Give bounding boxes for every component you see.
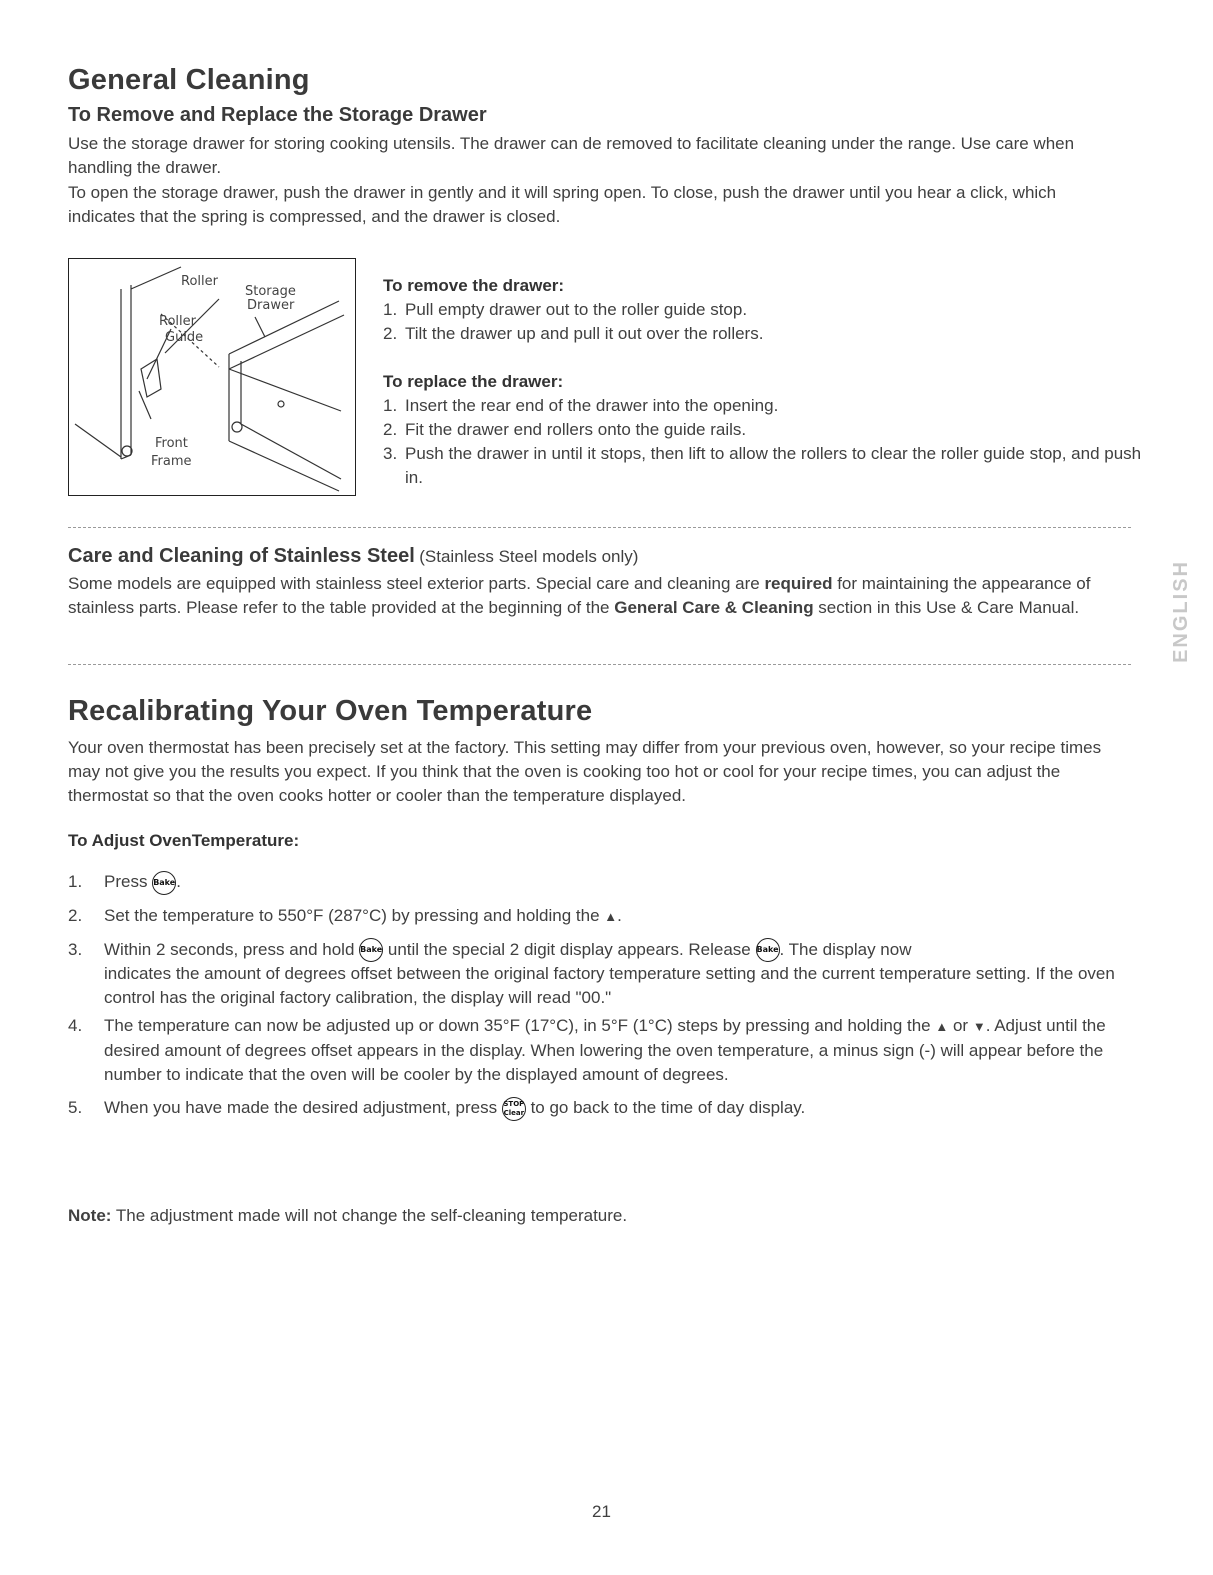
list-item: 5. When you have made the desired adjustment, press STOP Clear to go back to the time of day display. [68, 1096, 1130, 1121]
up-arrow-icon: ▲ [604, 908, 618, 924]
label-drawer: Drawer [247, 298, 295, 313]
drawer-heading: To Remove and Replace the Storage Drawer [68, 104, 487, 126]
label-front: Front [155, 436, 188, 451]
required-emphasis: required [764, 574, 833, 593]
replace-steps-list [383, 394, 1143, 490]
stainless-paragraph: Some models are equipped with stainless steel exterior parts. Special care and cleaning are required for maintaining the appearance of stainless parts. Please refer to the table provided at the beginning of the General Care & Cleaning section in this Use & Care Manual. [68, 574, 1091, 617]
general-care-reference: General Care & Cleaning [614, 598, 814, 617]
stop-clear-button-icon: STOP Clear [502, 1097, 526, 1121]
list-item: 4. The temperature can now be adjusted up or down 35°F (17°C), in 5°F (1°C) steps by pressing and holding the ▲ or ▼. Adjust until the desired amount of degrees offset appears in the display. When lowering the oven temperature, a minus sign (-) will appear before the number to indicate that the oven will be cooler by the displayed amount of degrees. [68, 1016, 1106, 1085]
stainless-heading: Care and Cleaning of Stainless Steel [68, 545, 415, 567]
list-item: 1. Press Bake. [68, 870, 1130, 895]
label-frame: Frame [151, 454, 192, 469]
drawer-intro-paragraph: Use the storage drawer for storing cooking utensils. The drawer can de removed to facilitate cleaning under the range. Use care when handling the drawer. [68, 134, 1075, 177]
page-number: 21 [592, 1502, 611, 1521]
page-title: General Cleaning [68, 64, 310, 96]
up-arrow-icon: ▲ [935, 1019, 949, 1035]
stainless-heading-note: (Stainless Steel models only) [419, 547, 639, 566]
stainless-heading-line [68, 545, 638, 569]
down-arrow-icon: ▼ [972, 1019, 986, 1035]
drawer-illustration [69, 259, 355, 495]
label-roller-guide-2: Guide [165, 330, 204, 345]
note [68, 1204, 627, 1228]
list-item: 2. Tilt the drawer up and pull it out over the rollers. [383, 324, 764, 343]
list-item: 2. Set the temperature to 550°F (287°C) by pressing and holding the ▲. [68, 905, 622, 925]
recalibrate-title: Recalibrating Your Oven Temperature [68, 695, 593, 727]
recalibrate-paragraph: Your oven thermostat has been precisely set at the factory. This setting may differ from your previous oven, however, so your recipe times may not give you the results you expect. If you think that the oven is cooking too hot or cool for your recipe times, you can adjust the thermostat so that the oven cooks hotter or cooler than the temperature displayed. [68, 738, 1102, 805]
bake-button-icon: Bake [756, 938, 780, 962]
drawer-diagram [68, 258, 356, 496]
list-item: 2. Fit the drawer end rollers onto the guide rails. [383, 420, 747, 439]
label-storage: Storage [245, 284, 296, 299]
list-item: 3. Push the drawer in until it stops, then lift to allow the rollers to clear the roller guide stop, and push in. [383, 444, 1142, 487]
note-text: The adjustment made will not change the self-cleaning temperature. [111, 1206, 628, 1225]
drawer-open-close-paragraph: To open the storage drawer, push the drawer in gently and it will spring open. To close, push the drawer until you hear a click, which indicates that the spring is compressed, and the drawer is closed. [68, 183, 1057, 226]
divider [68, 664, 1131, 665]
replace-drawer-heading: To replace the drawer: [383, 372, 564, 391]
remove-steps-list [383, 298, 1143, 346]
language-side-tab: ENGLISH [1170, 560, 1192, 663]
bake-button-icon: Bake [359, 938, 383, 962]
bake-button-icon: Bake [152, 871, 176, 895]
note-label: Note: [68, 1206, 112, 1225]
label-roller: Roller [181, 274, 218, 289]
list-item: 1. Insert the rear end of the drawer into the opening. [383, 396, 779, 415]
divider [68, 527, 1131, 528]
list-item: 3. Within 2 seconds, press and hold Bake until the special 2 digit display appears. Release Bake. The display now indicates the amount of degrees offset between the original factory temperature setting and the current temperature setting. If the oven control has the original factory calibration, the display will read "00." [68, 939, 1115, 1008]
list-item: 1. Pull empty drawer out to the roller guide stop. [383, 300, 748, 319]
adjust-heading: To Adjust OvenTemperature: [68, 831, 300, 850]
remove-drawer-heading: To remove the drawer: [383, 276, 565, 295]
label-roller-guide-1: Roller [159, 314, 196, 329]
adjust-steps-list [68, 870, 1130, 1121]
